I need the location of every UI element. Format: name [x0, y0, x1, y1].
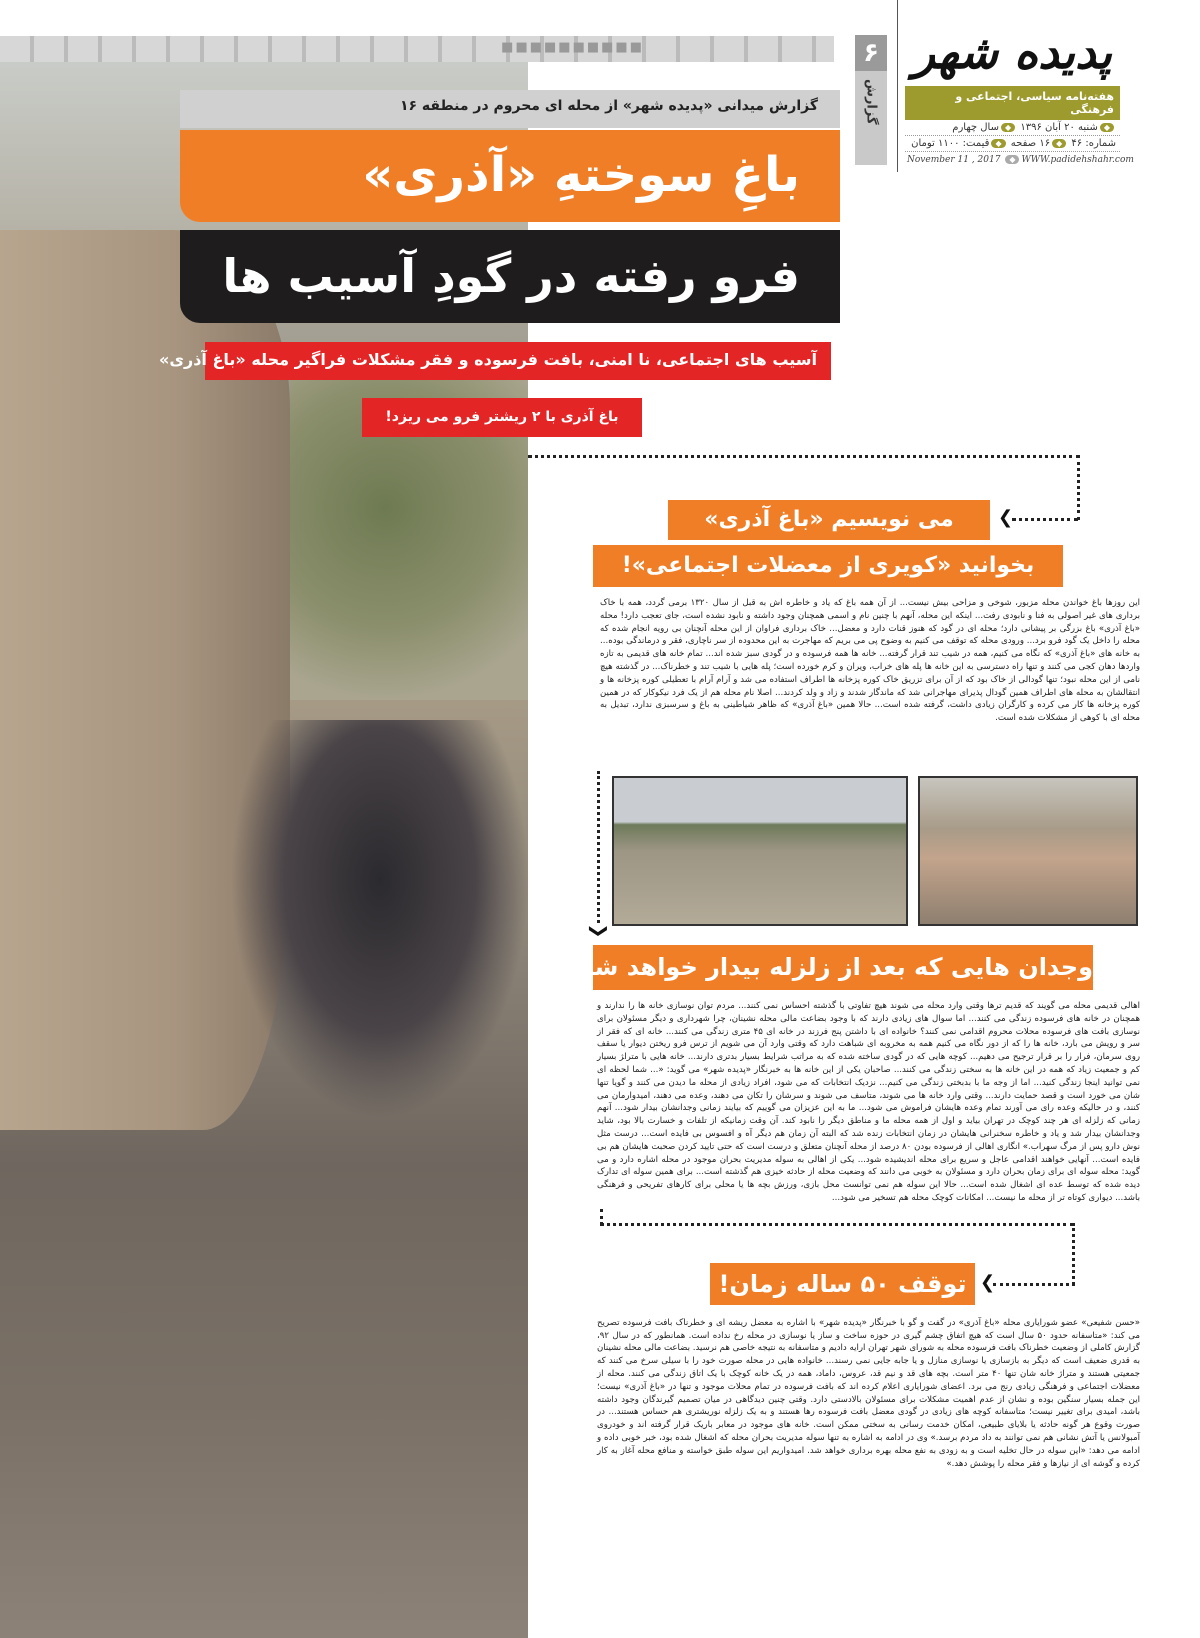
- article-body: «حسن شفیعی» عضو شورایاری محله «باغ آذری» در گفت و گو با خبرنگار «پدیده شهر» با اشاره به معضل ریشه ای و خطرناک بافت فرسوده تصریح می کند: «متاسفانه حدود ۵۰ سال است که هیچ اتفاق چشم گیری در حوزه ساخت و ساز یا نوسازی در محله رخ نداده است. همانطور که در سال ۹۲، گزارش کاملی از وضعیت خطرناک بافت فرسوده محله به شورای شهر تهران ارایه دادیم و متاسفانه به نتیجه خاصی هم نرسید. بضاعت مالی محله نشینان به قدری ضعیف است که دیگر به بازسازی یا نوسازی منازل و یا جابه جایی نمی رسند... خانواده هایی در محله صورت خود را با سیلی سرخ می کنند که جمعیتی هستند و متراژ خانه شان تنها ۴۰ متر است. بچه های قد و نیم قد، عروس، داماد، همه در یک خانه کوچک با یک اتاق زندگی می کنند. محله از معضلات اجتماعی و فرهنگی زیادی رنج می برد. اعضای شورایاری اعلام کرده اند که بافت فرسوده در تمام محلات موجود و تنها در «باغ آذری» نیست؛ این جمله بسیار سنگین بوده و نشان از عدم اهمیت مشکلات برای مسئولان بالادستی دارد. وقتی چنین دیدگاهی در میان تصمیم گیرندگان وجود داشته باشد، امیدی برای تغییر نیست؛ متاسفانه کوچه های زیادی در گودی معضل بافت فرسوده رها هستند و به یک زلزله نوریشتری هم حساس هستند... در صورت وقوع هر گونه حادثه یا بلایای طبیعی، امکان خدمت رسانی به سختی ممکن است. خانه های موجود در معابر باریک قرار گرفته اند و خودروی آمبولانس یا آتش نشانی هم نمی توانند به داد مردم برسد.» وی در ادامه به اشاره به تنها سوله مدیریت بحران محله که اشغال شده بود، خبر خوبی داده و ادامه می دهد: «این سوله در حال تخلیه است و به زودی به نفع محله بهره برداری خواهد شد. امیدواریم این سوله طبق خواسته و منافع محله آغاز به کار کرده و گوشه ای از نیازها و فقر محله را پوشش دهد.»: [597, 1317, 1141, 1469]
- photo-people-detail: [230, 720, 530, 1120]
- headline-title-2: فرو رفته در گودِ آسیب ها: [180, 230, 840, 323]
- masthead: [905, 20, 1134, 168]
- date-line: ◆شنبه ۲۰ آبان ۱۳۹۶ ◆سال چهارم: [905, 120, 1120, 136]
- arrow-down-icon: ❮: [586, 923, 608, 939]
- heading-4-row: [593, 1263, 1140, 1305]
- logo: پدیده شهر: [912, 25, 1113, 79]
- section-heading: توقف ۵۰ ساله زمان!: [710, 1263, 975, 1305]
- subtitle-2: باغ آذری با ۲ ریشتر فرو می ریزد!: [362, 398, 642, 437]
- section-heading: می نویسیم «باغ آذری»: [668, 500, 990, 540]
- english-line: November 11 , 2017 ◆ WWW.padidehshahr.com: [907, 155, 1134, 165]
- connector-area: [593, 1205, 1140, 1263]
- headline-kicker: گزارش میدانی «پدیده شهر» از محله ای محروم در منطقه ۱۶: [180, 90, 840, 128]
- photo-houses: [918, 776, 1138, 926]
- section-heading: وجدان هایی که بعد از زلزله بیدار خواهد شد!: [593, 945, 1093, 990]
- dotted-connector: [528, 455, 1080, 458]
- headline-title: باغِ سوختهِ «آذری»: [180, 130, 840, 222]
- dotted-connector: [600, 1223, 1074, 1226]
- article-body: اهالی قدیمی محله می گویند که قدیم ترها وقتی وارد محله می شوند هیچ تفاوتی با گذشته احساس نمی کنند... مردم توان نوسازی خانه ها را ندارند و همچنان در خانه های فرسوده زندگی می کنند... اما سوال های زیادی دارند که با وجود بضاعت مالی محله نشینان، چرا شهرداری و دیگر مسئولان برای نوسازی بافت های فرسوده محلات محروم اقدامی نمی کنند؟ خانواده ای با داشتن پنج فرزند در خانه ای ۴۵ متری زندگی می کنند... خانه ای که فقر از سر و رویش می بارد، خانه ها را که از دور نگاه می کنیم همه به مخروبه ای شباهت دارد که وقتی وارد آن می شویم از ترس فرو ریختن دیوار یا سقف روی سرمان، فرار را بر قرار ترجیح می دهیم... کوچه هایی که در گودی ساخته شده که به مراتب شرایط بسیار بدتری دارند... خانه هایی با مترا‍ژ بسیار کم و جمعیت زیاد که همه در این خانه ها به سختی زندگی می کنند... صاحبان یکی از این خانه ها به خبرنگار «پدیده شهر» می گوید: «... شما لحظه ای نمی توانید اینجا زندگی کنید... اما از وجه ما با بدبختی زندگی می کنیم... نزدیک انتخابات که می شود، افراد زیادی از محله ما دیدن می کنند و گویا تنها شان می خورد است و قصد حمایت دارند... وقتی وارد خانه ها می شوند، متاسف می شوند و سرشان را تکان می دهند، وعده می دهند، امیدوارمان می کنند، و در حالیکه وعده رای می آورند تمام وعده هایشان فراموش می شود... ما به این عزیزان می گوییم که بیایند زمانی وجدانشان بیدار شود... آنهم زمانی که زلزله ای هر چند کوچک در تهران بیاید و اول از همه محله ما و مناطق دیگر را نابود کند. آن وقت زمانیکه از تلفات و خسارت بالا بود، شاید وجدانشان بیدار شد و یاد و خاطره سخنرانی هایشان در زمان انتخابات زنده شد که البته آن زمان هم دیگر آه و افسوس بی فایده است... درست مثل نوش دارو پس از مرگ سهراب.» انگاری اهالی از فرسوده بودن ۸۰ درصد از محله آنچنان متعلق و درست است که حتی تایید کردن صحبت هایشان هم بی فایده است... آنهایی خواهند اقدامی عاجل و سریع برای محله اندیشیده شود... یکی از اهالی به سوله مدیریت بحران موجود در محله اشاره دارد و می گوید: محله سوله ای برای زمان بحران دارد و مسئولان به خوبی می دانند که وضعیت محله از حادثه خیزی هم گذشته است... برای همین سوله ای تدارک دیده شده که توسط عده ای اشغال شده است... حالا این سوله هم نمی توانست محل بازی، ورزش بچه ها یا محلی برای کارهای تفریحی و فرهنگی باشد... دیواری کوتاه تر از محله ما نیست... امکانات کوچک محله هم تسخیر می شود...: [597, 1001, 1140, 1203]
- issue-line: شماره: ۴۶ ◆۱۶ صفحه ◆قیمت: ۱۱۰۰ تومان: [905, 136, 1120, 152]
- section-name: گزارش: [863, 79, 879, 125]
- tagline: هفته‌نامه سیاسی، اجتماعی و فرهنگی: [905, 86, 1120, 120]
- strip-text: ■■■■■■■■■■: [501, 40, 644, 55]
- dotted-connector: [1077, 455, 1080, 520]
- dotted-connector: [597, 771, 600, 923]
- section-heading: بخوانید «کویری از معضلات اجتماعی»!: [593, 545, 1063, 587]
- page-number: ۶: [855, 35, 887, 71]
- article-body: این روزها باغ خواندن محله مزبور، شوخی و مزاحی بیش نیست... از آن همه باغ که یاد و خاطره اش به قبل از سال ۱۳۲۰ برمی گردد، همه با خاک برداری های غیر اصولی به فنا و نابودی رفت... اینکه این محله، آنهم با چنین نام و اسمی همچنان وجود داشته و نابود نشده است، جای تعجب دارد! محله «باغ آذری» باغ بزرگی بر پیشانی دارد؛ محله ای در گود که هنوز قنات دارد و معضل... خاک برداری فراوان از این محله آنچنان بی رویه انجام شده که محله را داخل یک گود فرو برد... ورودی محله که توقف می کنیم به وضوح پی می بریم که مهاجرت به این محدوده از سر ناچاری، فقر و درماندگی بوده... به خانه های «باغ آذری» که نگاه می کنیم، همه در شیب تند قرار گرفته... خانه ها همه فرسوده و در گودی سبز شده اند... تمام خانه های قدیمی به تازه واردها دهان کجی می کنند و تنها راه دسترسی به این خانه ها پله های خراب، ویران و کرم خورده است؛ پله هایی با شیب تند و خطرناک... در گذشته هیچ نامی از این محله نبود؛ تنها گودالی از خاک بود که از آن برای تزریق خاک کوره پزخانه ها اطراف استفاده می شد و آرام آرام با تعطیلی کوره پزخانه ها و انتقالشان به محله های اطراف همین گودال پذیرای مهاجرانی شد که ماندگار شدند و زاد و ولد کردند... اصلا نام محله هم از یک فرد نیکوکار که در همین کوره پزخانه ها کار می کرده و کارگران زیادی داشت، گرفته شده است... حالا همین «باغ آذری» که ظاهر شیاطینی به باغ و سرسبزی ندارد، تبدیل به محله ای با کوهی از مشکلات شده است.: [600, 598, 1140, 724]
- masthead-divider: [897, 0, 898, 172]
- photo-street: [612, 776, 908, 926]
- dotted-connector: [993, 1283, 1075, 1286]
- lower-article-column: [569, 945, 1141, 1470]
- website-link[interactable]: WWW.padidehshahr.com: [1021, 155, 1134, 165]
- subtitle-1: آسیب های اجتماعی، نا امنی، بافت فرسوده و فقر مشکلات فراگیر محله «باغ آذری»: [205, 342, 831, 380]
- arrow-left-icon: ❮: [980, 1271, 996, 1293]
- section-tab: [855, 35, 887, 165]
- header-pattern-strip: [0, 36, 834, 62]
- arrow-left-icon: ❮: [998, 507, 1014, 528]
- dotted-connector: [1012, 518, 1078, 521]
